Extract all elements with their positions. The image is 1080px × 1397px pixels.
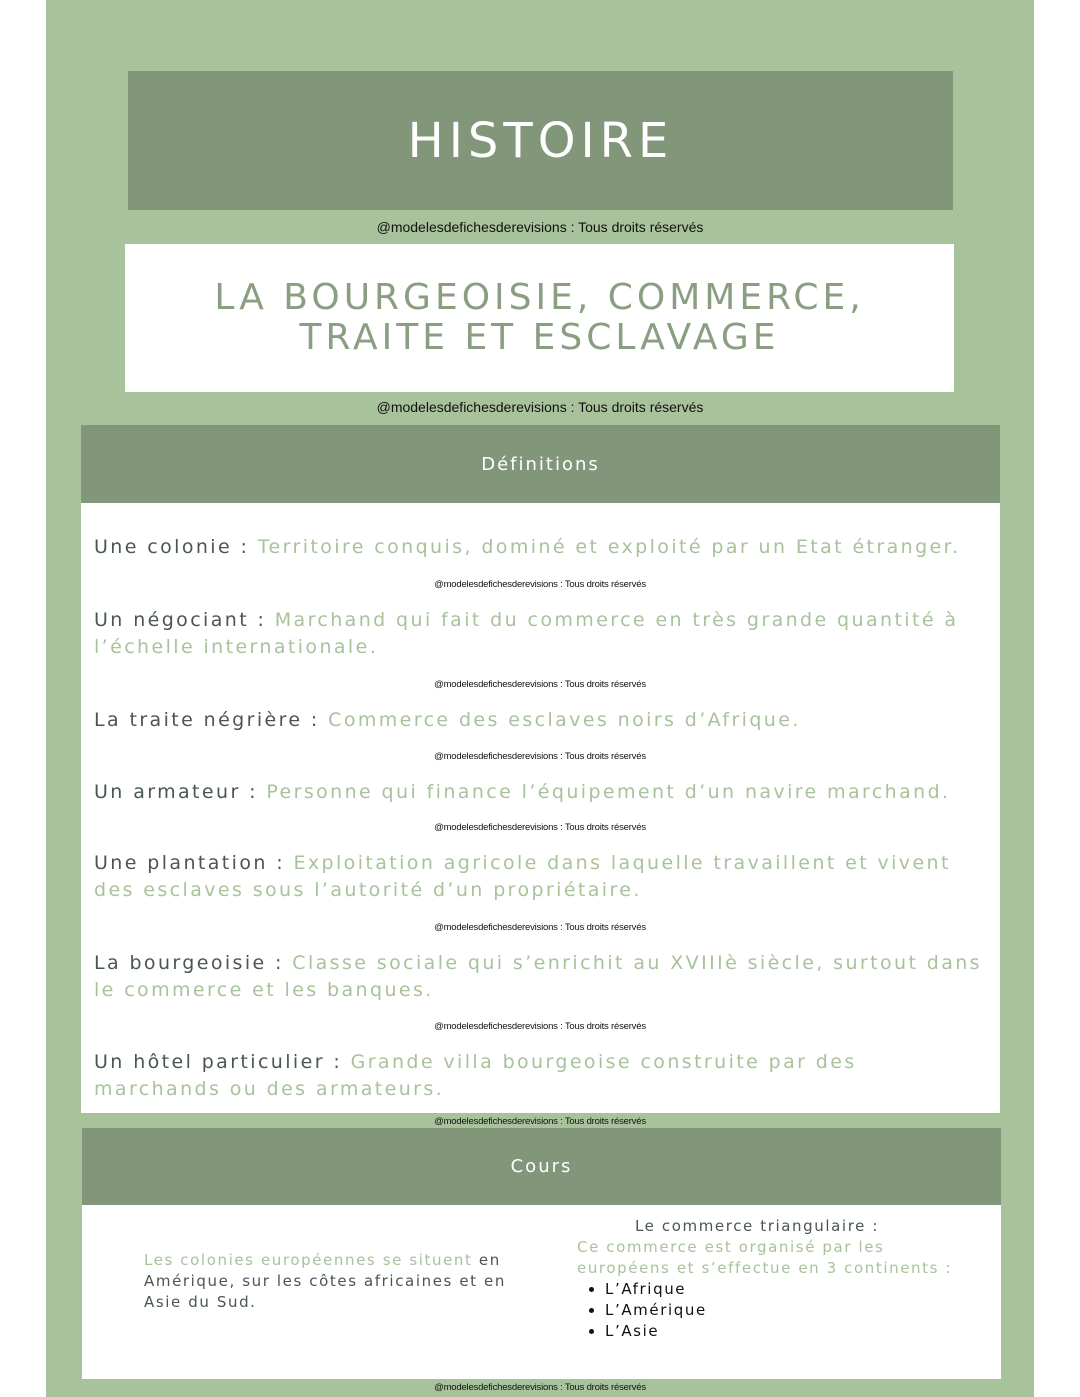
copyright-notice: @modelesdefichesderevisions : Tous droits réservés bbox=[434, 679, 646, 690]
definition-item bbox=[94, 950, 984, 1004]
triangular-trade-text: Ce commerce est organisé par les européens et s’effectue en 3 continents : bbox=[577, 1238, 953, 1277]
definition-term: La traite négrière : bbox=[94, 709, 329, 731]
copyright-notice: @modelesdefichesderevisions : Tous droits réservés bbox=[434, 1116, 646, 1127]
subtitle bbox=[214, 278, 864, 358]
colonies-highlight: Les colonies européennes se situent bbox=[144, 1251, 473, 1269]
list-item: • L’Afrique bbox=[605, 1279, 957, 1300]
definitions-header bbox=[81, 425, 1000, 503]
cours-header bbox=[82, 1128, 1001, 1205]
list-item: • L’Amérique bbox=[605, 1300, 957, 1321]
copyright-notice: @modelesdefichesderevisions : Tous droits réservés bbox=[434, 922, 646, 933]
definition-desc: Grande villa bourgeoise construite par des marchands ou des armateurs. bbox=[94, 1051, 857, 1100]
copyright-notice: @modelesdefichesderevisions : Tous droits réservés bbox=[434, 822, 646, 833]
subtitle-box bbox=[125, 244, 954, 392]
page-title: HISTOIRE bbox=[407, 112, 674, 169]
definition-item bbox=[94, 1049, 984, 1103]
colonies-rest: en Amérique, sur les côtes africaines et en Asie du Sud. bbox=[144, 1251, 506, 1311]
continent-list bbox=[577, 1279, 957, 1342]
copyright-notice: @modelesdefichesderevisions : Tous droits réservés bbox=[434, 1021, 646, 1032]
triangular-trade-heading: Le commerce triangulaire : bbox=[634, 1217, 879, 1235]
list-item: • L’Asie bbox=[605, 1321, 957, 1342]
revision-sheet bbox=[46, 0, 1034, 1397]
definition-item bbox=[94, 707, 984, 734]
copyright-notice: @modelesdefichesderevisions : Tous droits réservés bbox=[376, 399, 704, 415]
copyright-notice: @modelesdefichesderevisions : Tous droits réservés bbox=[376, 219, 704, 235]
copyright-notice: @modelesdefichesderevisions : Tous droits réservés bbox=[434, 579, 646, 590]
definitions-heading: Définitions bbox=[481, 453, 600, 475]
definition-item bbox=[94, 850, 984, 904]
copyright-notice: @modelesdefichesderevisions : Tous droits réservés bbox=[434, 751, 646, 762]
subtitle-line-2: TRAITE ET ESCLAVAGE bbox=[299, 317, 780, 358]
definition-term: Une plantation : bbox=[94, 852, 294, 874]
definition-item bbox=[94, 779, 984, 806]
definition-term: Un armateur : bbox=[94, 781, 267, 803]
definition-desc: Territoire conquis, dominé et exploité par un Etat étranger. bbox=[257, 536, 961, 558]
definition-term: Un hôtel particulier : bbox=[94, 1051, 351, 1073]
definition-desc: Classe sociale qui s’enrichit au XVIIIè siècle, surtout dans le commerce et les banques. bbox=[94, 952, 982, 1001]
definition-desc: Marchand qui fait du commerce en très grande quantité à l’échelle internationale. bbox=[94, 609, 959, 658]
definitions-panel bbox=[81, 503, 1000, 1113]
definition-item bbox=[94, 607, 984, 661]
definition-term: La bourgeoisie : bbox=[94, 952, 293, 974]
copyright-notice: @modelesdefichesderevisions : Tous droits réservés bbox=[434, 1382, 646, 1393]
title-banner bbox=[128, 71, 953, 210]
cours-panel bbox=[82, 1205, 1001, 1379]
definition-term: Une colonie : bbox=[94, 536, 258, 558]
definition-desc: Commerce des esclaves noirs d’Afrique. bbox=[328, 709, 801, 731]
cours-heading: Cours bbox=[510, 1156, 573, 1177]
definition-desc: Exploitation agricole dans laquelle travaillent et vivent des esclaves sous l’autorité d’un propriétaire. bbox=[94, 852, 951, 901]
triangular-trade bbox=[577, 1216, 957, 1342]
definition-desc: Personne qui finance l’équipement d’un navire marchand. bbox=[266, 781, 951, 803]
definition-term: Un négociant : bbox=[94, 609, 275, 631]
definition-item bbox=[94, 534, 984, 561]
subtitle-line-1: LA BOURGEOISIE, COMMERCE, bbox=[214, 277, 865, 318]
colonies-text bbox=[144, 1250, 514, 1313]
